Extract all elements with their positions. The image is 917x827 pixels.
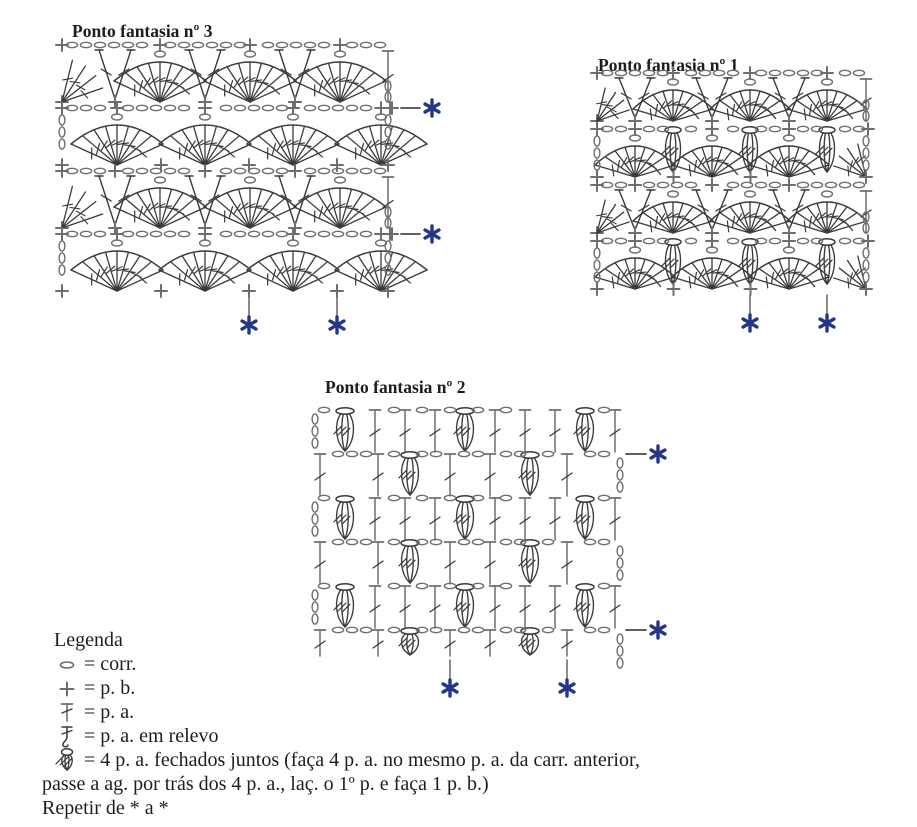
double-crochet-icon <box>54 700 84 724</box>
legend-item-label: = p. a. em relevo <box>84 725 219 747</box>
popcorn-icon <box>54 748 84 772</box>
legend-item <box>54 700 640 724</box>
legend-item <box>54 748 640 772</box>
diagram-title-3: Ponto fantasia nº 3 <box>72 20 213 41</box>
legend <box>42 628 640 820</box>
single-crochet-icon <box>54 676 84 700</box>
legend-item <box>54 724 640 748</box>
crochet-chart-ponto-3 <box>50 30 445 345</box>
relief-double-crochet-icon <box>54 724 84 748</box>
legend-item-label: = p. b. <box>84 677 136 699</box>
legend-item <box>54 652 640 676</box>
legend-repeat-note: Repetir de * a * <box>42 797 169 819</box>
legend-item <box>54 676 640 700</box>
legend-item-label: = 4 p. a. fechados juntos (faça 4 p. a. no mesmo p. a. da carr. anterior, <box>84 749 640 771</box>
legend-heading: Legenda <box>54 629 123 651</box>
legend-items <box>54 652 640 772</box>
diagram-title-1: Ponto fantasia nº 1 <box>598 54 739 75</box>
legend-item-label: = corr. <box>84 653 137 675</box>
chain-icon <box>54 652 84 676</box>
crochet-chart-ponto-1 <box>585 58 917 330</box>
legend-item-label: = p. a. <box>84 701 135 723</box>
legend-continuation: passe a ag. por trás dos 4 p. a., laç. o 1º p. e faça 1 p. b.) <box>42 773 489 795</box>
diagram-title-2: Ponto fantasia nº 2 <box>325 376 466 397</box>
